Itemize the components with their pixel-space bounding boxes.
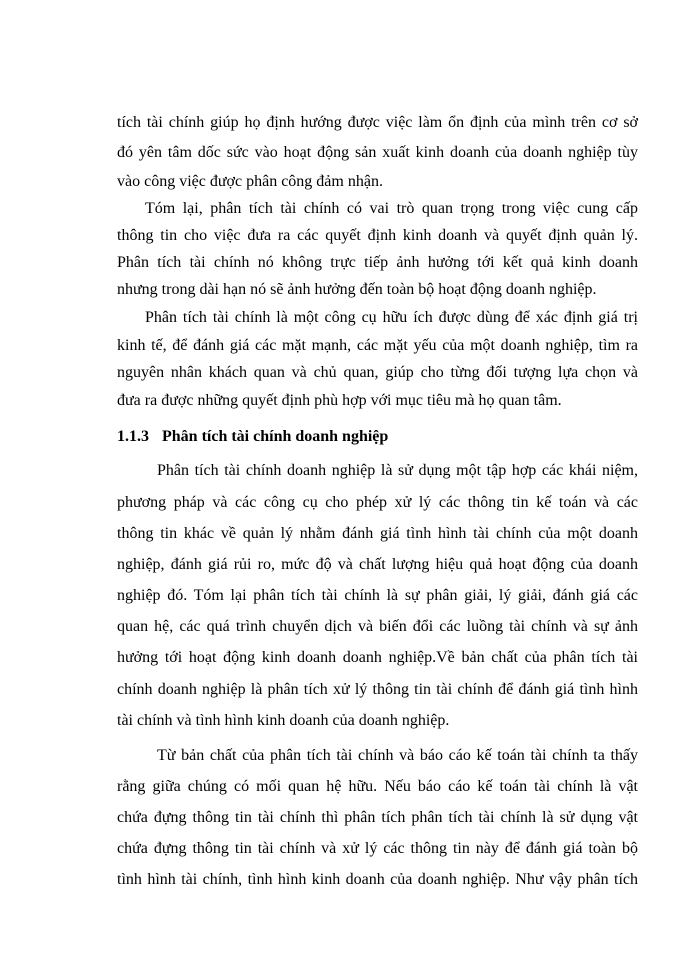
paragraph-4-line-3: thông tin khác về quản lý nhằm đánh giá tình hình tài chính của một doanh	[117, 525, 638, 542]
paragraph-2-line-3: Phân tích tài chính nó không trực tiếp ảnh hưởng tới kết quả kinh doanh	[117, 254, 638, 271]
paragraph-5-line-5: tình hình tài chính, tình hình kinh doanh của doanh nghiệp. Như vậy phân tích	[117, 871, 638, 888]
paragraph-4-line-5: nghiệp đó. Tóm lại phân tích tài chính là sự phân giải, lý giải, đánh giá các	[117, 587, 638, 604]
paragraph-3-line-3: nguyên nhân khách quan và chủ quan, giúp cho từng đối tượng lựa chọn và	[117, 364, 638, 381]
paragraph-5-line-3: chứa đựng thông tin tài chính thì phân tích phân tích tài chính là sử dụng vật	[117, 809, 638, 826]
paragraph-2-line-1: Tóm lại, phân tích tài chính có vai trò quan trọng trong việc cung cấp	[145, 200, 638, 217]
paragraph-5-line-1: Từ bản chất của phân tích tài chính và báo cáo kế toán tài chính ta thấy	[157, 747, 638, 764]
paragraph-5-line-4: chứa đựng thông tin tài chính và xử lý các thông tin này để đánh giá toàn bộ	[117, 840, 638, 857]
paragraph-4-line-2: phương pháp và các công cụ cho phép xử lý các thông tin kế toán và các	[117, 494, 638, 511]
paragraph-3-line-4: đưa ra được những quyết định phù hợp với mục tiêu mà họ quan tâm.	[117, 392, 562, 409]
section-number: 1.1.3	[117, 428, 149, 445]
paragraph-1-line-1: tích tài chính giúp họ định hướng được việc làm ổn định của mình trên cơ sở	[117, 114, 638, 131]
paragraph-4-line-1: Phân tích tài chính doanh nghiệp là sử dụng một tập hợp các khái niệm,	[157, 462, 638, 479]
section-title: Phân tích tài chính doanh nghiệp	[162, 428, 389, 445]
paragraph-1-line-2: đó yên tâm dốc sức vào hoạt động sản xuất kinh doanh của doanh nghiệp tùy	[117, 144, 638, 161]
paragraph-4-line-7: hưởng tới hoạt động kinh doanh doanh nghiệp.Về bản chất của phân tích tài	[117, 649, 638, 666]
paragraph-5-line-2: rằng giữa chúng có mối quan hệ hữu. Nếu báo cáo kế toán tài chính là vật	[117, 778, 638, 795]
paragraph-4-line-4: nghiệp, đánh giá rủi ro, mức độ và chất lượng hiệu quả hoạt động của doanh	[117, 556, 638, 573]
paragraph-1-line-3: vào công việc được phân công đảm nhận.	[117, 173, 383, 190]
paragraph-4-line-8: chính doanh nghiệp là phân tích xử lý thông tin tài chính để đánh giá tình hình	[117, 681, 638, 698]
paragraph-3-line-2: kinh tế, để đánh giá các mặt mạnh, các mặt yếu của một doanh nghiệp, tìm ra	[117, 337, 638, 354]
paragraph-2-line-4: nhưng trong dài hạn nó sẽ ảnh hưởng đến toàn bộ hoạt động doanh nghiệp.	[117, 281, 597, 298]
paragraph-3-line-1: Phân tích tài chính là một công cụ hữu ích được dùng để xác định giá trị	[145, 309, 638, 326]
paragraph-2-line-2: thông tin cho việc đưa ra các quyết định kinh doanh và quyết định quản lý.	[117, 227, 638, 244]
paragraph-4-line-6: quan hệ, các quá trình chuyển dịch và biến đổi các luồng tài chính và sự ảnh	[117, 618, 638, 635]
paragraph-4-line-9: tài chính và tình hình kinh doanh của doanh nghiệp.	[117, 712, 450, 729]
section-heading	[117, 427, 388, 447]
